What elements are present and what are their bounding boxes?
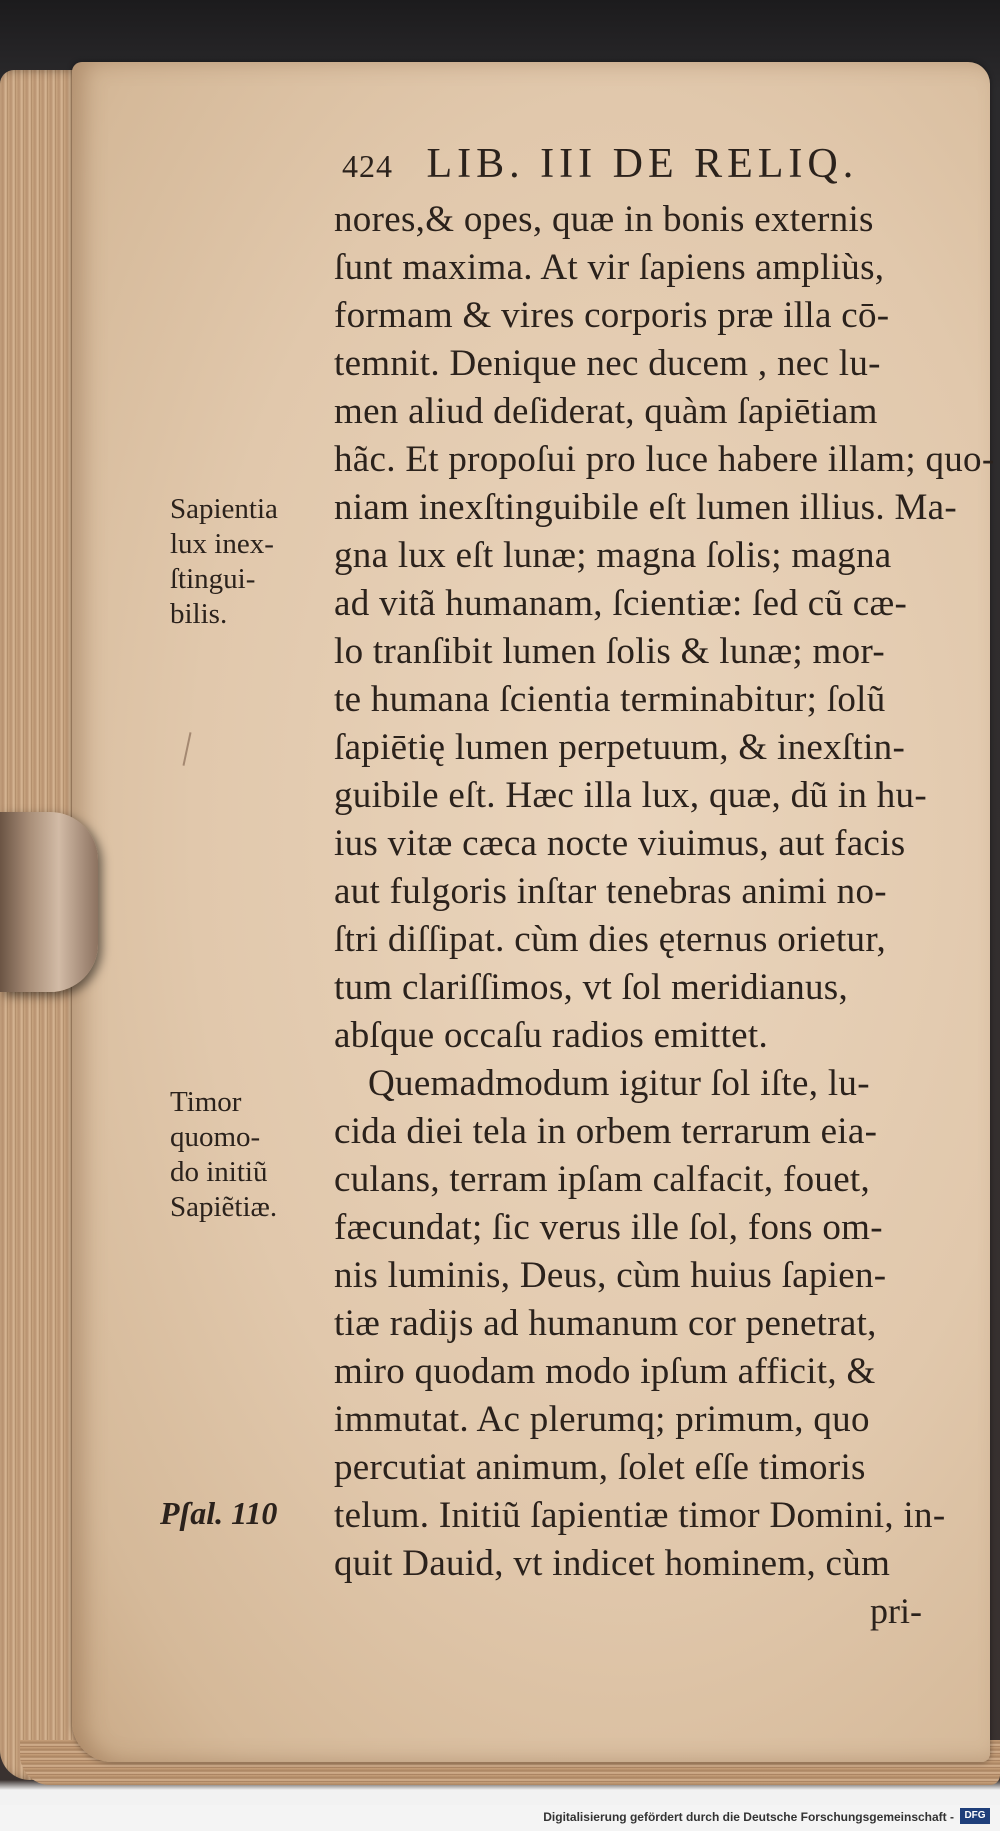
body-line: miro quodam modo ipſum afficit, & (334, 1351, 876, 1392)
body-line: te humana ſcientia terminabitur; ſolũ (334, 679, 886, 720)
marginal-note: Timor quomo- do initiũ Sapiẽtiæ. (170, 1086, 278, 1223)
body-line: temnit. Denique nec ducem , nec lu- (334, 343, 881, 384)
funding-credit: Digitalisierung gefördert durch die Deutsche Forschungsgemeinschaft - (543, 1810, 954, 1824)
body-line: tum clariſſimos, vt ſol meridianus, (334, 967, 849, 1008)
body-line: nores,& opes, quæ in bonis externis (334, 199, 874, 240)
body-line: percutiat animum, ſolet eſſe timoris (334, 1447, 866, 1488)
body-line: fæcundat; ſic verus ille ſol, fons om- (334, 1207, 883, 1248)
body-line: formam & vires corporis præ illa cō- (334, 295, 890, 336)
pencil-mark (182, 732, 191, 766)
body-line: hãc. Et propoſui pro luce habere illam; quo- (334, 439, 995, 480)
body-line: cida diei tela in orbem terrarum eia- (334, 1111, 878, 1152)
body-line: nis luminis, Deus, cùm huius ſapien- (334, 1255, 887, 1296)
body-line: immutat. Ac plerumq; primum, quo (334, 1399, 870, 1440)
running-header (342, 140, 858, 188)
marginal-note: Sapientia lux inex- ſtingui- bilis. (170, 493, 278, 630)
body-line: Quemadmodum igitur ſol iſte, lu- (368, 1063, 870, 1104)
body-line: lo tranſibit lumen ſolis & lunæ; mor- (334, 631, 885, 672)
catchword: pri- (870, 1591, 922, 1631)
body-line: ſapiētię lumen perpetuum, & inexſtin- (334, 727, 906, 768)
body-line: tiæ radijs ad humanum cor penetrat, (334, 1303, 877, 1344)
running-title: LIB. III DE RELIQ. (426, 141, 859, 187)
body-line: niam inexſtinguibile eſt lumen illius. Ma- (334, 487, 958, 528)
body-line: culans, terram ipſam calfacit, fouet, (334, 1159, 871, 1200)
body-line: guibile eſt. Hæc illa lux, quæ, dũ in hu- (334, 775, 927, 816)
body-line: abſque occaſu radios emittet. (334, 1015, 769, 1056)
body-line: telum. Initiũ ſapientiæ timor Domini, in- (334, 1495, 946, 1536)
body-line: aut fulgoris inſtar tenebras animi no- (334, 871, 887, 912)
body-line: ſtri diſſipat. cùm dies ęternus orietur, (334, 919, 887, 960)
body-line: ſunt maxima. At vir ſapiens ampliùs, (334, 247, 885, 288)
body-line: ad vitã humanam, ſcientiæ: ſed cũ cæ- (334, 583, 908, 624)
page-number: 424 (342, 148, 393, 184)
body-line: ius vitæ cæca nocte viuimus, aut facis (334, 823, 906, 864)
body-line: men aliud deſiderat, quàm ſapiētiam (334, 391, 878, 432)
body-line: gna lux eſt lunæ; magna ſolis; magna (334, 535, 892, 576)
dfg-logo-icon: DFG (960, 1808, 990, 1824)
body-line: quit Dauid, vt indicet hominem, cùm (334, 1543, 891, 1584)
scripture-reference: Pſal. 110 (160, 1495, 278, 1531)
